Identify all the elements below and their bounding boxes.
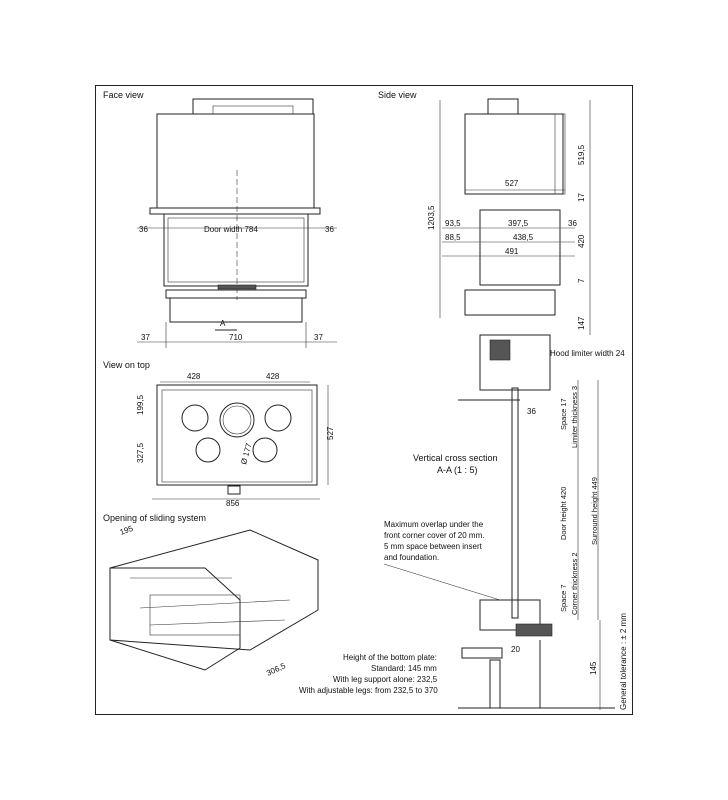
- sliding-title: Opening of sliding system: [103, 513, 207, 523]
- section-limiter-thickness: Limiter thickness 3: [570, 385, 579, 448]
- side-view-title: Side view: [378, 90, 417, 100]
- side-88-5: 88,5: [445, 233, 461, 242]
- section-title-line1: Vertical cross section: [413, 453, 498, 463]
- cross-section: [299, 335, 628, 710]
- hood-limiter-label: Hood limiter width 24: [550, 349, 625, 358]
- top-outlet-right: [265, 405, 291, 431]
- side-527: 527: [505, 179, 519, 188]
- section-145: 145: [589, 661, 598, 675]
- side-420: 420: [577, 234, 586, 248]
- door-width-label: Door width 784: [204, 225, 258, 234]
- side-17: 17: [577, 193, 586, 202]
- face-bottom-710: 710: [229, 333, 243, 342]
- top-outlet-left: [182, 405, 208, 431]
- top-428-left: 428: [187, 372, 201, 381]
- section-door-glass: [512, 388, 518, 618]
- sliding-front: [110, 568, 240, 670]
- sliding-grate: [150, 595, 240, 635]
- side-147: 147: [577, 316, 586, 330]
- bottom-plate-line4: With adjustable legs: from 232,5 to 370: [299, 686, 438, 695]
- top-428-right: 428: [266, 372, 280, 381]
- flue-spigot: [193, 99, 313, 114]
- door-frame-top: [150, 208, 320, 214]
- sliding-body: [110, 530, 318, 650]
- top-856: 856: [226, 499, 240, 508]
- bottom-plate-line1: Height of the bottom plate:: [343, 653, 437, 662]
- side-491: 491: [505, 247, 519, 256]
- overlap-note-line1: Maximum overlap under the: [384, 520, 484, 529]
- section-space-7: Space 7: [559, 584, 568, 612]
- section-door-height: Door height 420: [559, 486, 568, 540]
- side-93-5: 93,5: [445, 219, 461, 228]
- section-corner-thickness: Corner thickness 2: [570, 552, 579, 615]
- face-bottom-left-37: 37: [141, 333, 150, 342]
- side-438-5: 438,5: [513, 233, 534, 242]
- face-view-title: Face view: [103, 90, 144, 100]
- section-36: 36: [527, 407, 536, 416]
- door-handle: [218, 285, 256, 289]
- sliding-195: 195: [118, 523, 135, 537]
- overlap-note-line2: front corner cover of 20 mm.: [384, 531, 485, 540]
- side-519-5: 519,5: [577, 144, 586, 165]
- top-199-5: 199,5: [136, 394, 145, 415]
- side-spigot: [488, 99, 518, 114]
- face-view: [103, 90, 337, 348]
- face-bottom-right-37: 37: [314, 333, 323, 342]
- base-legs: [170, 298, 302, 322]
- section-leg: [490, 660, 500, 708]
- sliding-306-5: 306,5: [265, 661, 287, 678]
- bottom-plate-line2: Standard: 145 mm: [371, 664, 437, 673]
- top-outlet-center: [220, 403, 254, 437]
- side-397-5: 397,5: [508, 219, 529, 228]
- side-7: 7: [577, 278, 586, 283]
- overlap-note-line3: 5 mm space between insert: [384, 542, 482, 551]
- top-327-5: 327,5: [136, 442, 145, 463]
- side-1203-5: 1203,5: [427, 205, 436, 230]
- top-phi177: Ø 177: [239, 442, 254, 466]
- top-527: 527: [326, 426, 335, 440]
- face-dim-left-36: 36: [139, 225, 148, 234]
- bottom-plate-line3: With leg support alone: 232,5: [333, 675, 438, 684]
- overlap-note-line4: and foundation.: [384, 553, 440, 562]
- section-title-line2: A-A (1 : 5): [437, 465, 478, 475]
- general-tolerance: General tolerance : ± 2 mm: [619, 613, 628, 710]
- base-plate: [166, 290, 306, 298]
- side-view: [378, 90, 590, 335]
- sliding-view: [103, 513, 318, 678]
- top-view: [103, 360, 335, 508]
- upper-body: [157, 114, 314, 208]
- section-surround-height: Surround height 449: [590, 477, 599, 545]
- top-view-title: View on top: [103, 360, 150, 370]
- section-20: 20: [511, 645, 520, 654]
- section-space-17: Space 17: [559, 398, 568, 430]
- top-outlet-lower-left: [196, 438, 220, 462]
- flue-spigot-inner: [213, 106, 293, 114]
- side-base: [465, 290, 555, 315]
- side-36: 36: [568, 219, 577, 228]
- top-outlet-lower-right: [253, 438, 277, 462]
- top-outline: [157, 385, 317, 485]
- face-dim-right-36: 36: [325, 225, 334, 234]
- section-marker: A: [220, 319, 226, 328]
